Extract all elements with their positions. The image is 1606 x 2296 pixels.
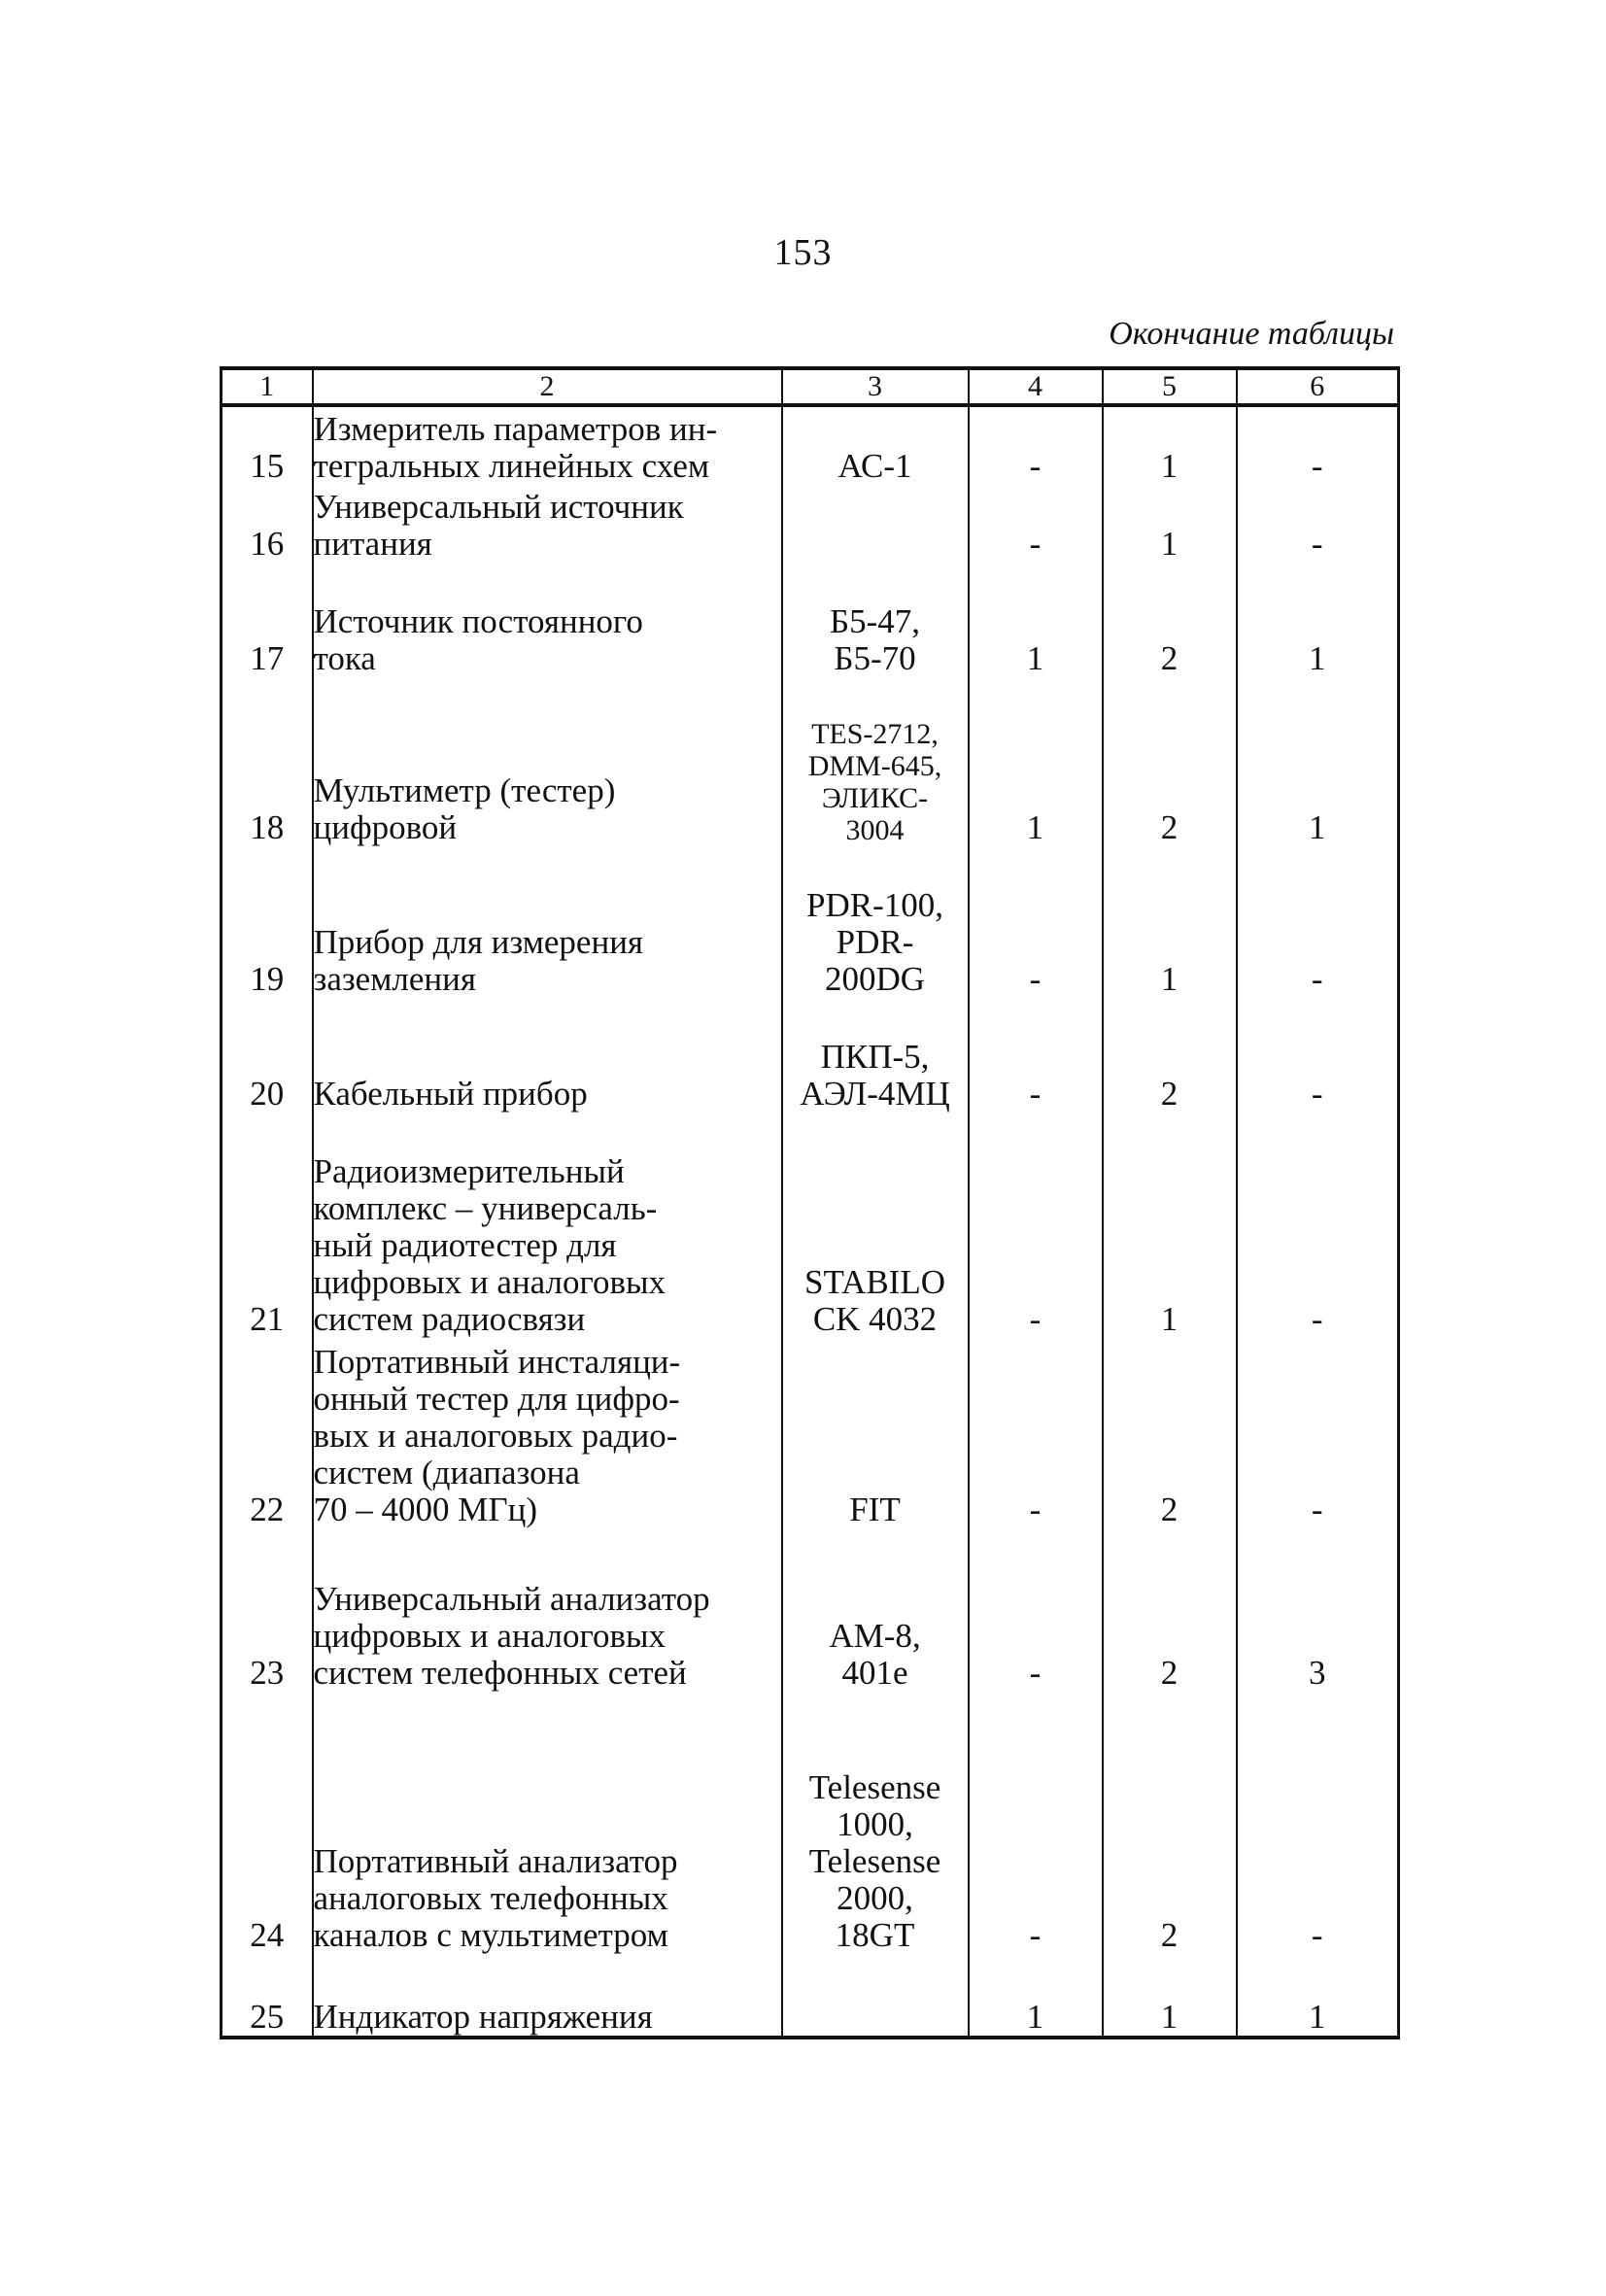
quantity-c6: - — [1237, 998, 1399, 1113]
device-name: Прибор для измерения заземления — [313, 846, 782, 998]
quantity-c5: 2 — [1103, 563, 1237, 677]
device-name: Универсальный анализатор цифровых и аналоговых систем телефонных сетей — [313, 1528, 782, 1692]
table-row — [222, 846, 1399, 998]
device-name: Портативный инсталяци- онный тестер для цифро- вых и аналоговых радио- систем (диапазона 70 – 4000 МГц) — [313, 1338, 782, 1528]
quantity-c4: - — [969, 998, 1103, 1113]
quantity-c5: 1 — [1103, 405, 1237, 485]
quantity-c4: - — [969, 1338, 1103, 1528]
quantity-c4: 1 — [969, 563, 1103, 677]
quantity-c5: 2 — [1103, 1692, 1237, 1954]
quantity-c6: - — [1237, 1338, 1399, 1528]
device-type: PDR-100, PDR- 200DG — [782, 846, 969, 998]
row-number: 17 — [222, 563, 313, 677]
row-number: 23 — [222, 1528, 313, 1692]
quantity-c5: 1 — [1103, 485, 1237, 563]
equipment-table — [220, 366, 1400, 2039]
table-row — [222, 1692, 1399, 1954]
row-number: 20 — [222, 998, 313, 1113]
quantity-c6: 1 — [1237, 1954, 1399, 2038]
quantity-c6: - — [1237, 485, 1399, 563]
row-number: 22 — [222, 1338, 313, 1528]
quantity-c6: - — [1237, 405, 1399, 485]
device-name: Источник постоянного тока — [313, 563, 782, 677]
device-type: STABILO CK 4032 — [782, 1113, 969, 1338]
device-type: АС-1 — [782, 405, 969, 485]
row-number: 21 — [222, 1113, 313, 1338]
column-header: 4 — [969, 368, 1103, 405]
quantity-c4: - — [969, 485, 1103, 563]
device-type: FIT — [782, 1338, 969, 1528]
quantity-c4: 1 — [969, 677, 1103, 846]
device-name: Кабельный прибор — [313, 998, 782, 1113]
header-row — [222, 368, 1399, 405]
device-type: Telesense 1000, Telesense 2000, 18GT — [782, 1692, 969, 1954]
device-type — [782, 485, 969, 563]
quantity-c5: 1 — [1103, 846, 1237, 998]
quantity-c4: - — [969, 405, 1103, 485]
quantity-c6: - — [1237, 1113, 1399, 1338]
table-row — [222, 1528, 1399, 1692]
quantity-c6: 1 — [1237, 563, 1399, 677]
quantity-c5: 2 — [1103, 1528, 1237, 1692]
table-row — [222, 405, 1399, 485]
column-header: 6 — [1237, 368, 1399, 405]
table-row — [222, 485, 1399, 563]
device-type — [782, 1954, 969, 2038]
row-number: 16 — [222, 485, 313, 563]
row-number: 18 — [222, 677, 313, 846]
row-number: 25 — [222, 1954, 313, 2038]
quantity-c4: - — [969, 1528, 1103, 1692]
device-type: АМ-8, 401е — [782, 1528, 969, 1692]
device-type: Б5-47, Б5-70 — [782, 563, 969, 677]
column-header: 2 — [313, 368, 782, 405]
quantity-c5: 2 — [1103, 998, 1237, 1113]
quantity-c6: 1 — [1237, 677, 1399, 846]
quantity-c4: 1 — [969, 1954, 1103, 2038]
table-caption: Окончание таблицы — [1109, 316, 1394, 352]
quantity-c6: 3 — [1237, 1528, 1399, 1692]
table-row — [222, 563, 1399, 677]
page-number: 153 — [773, 232, 833, 273]
quantity-c6: - — [1237, 1692, 1399, 1954]
table-row — [222, 1954, 1399, 2038]
row-number: 19 — [222, 846, 313, 998]
quantity-c5: 1 — [1103, 1113, 1237, 1338]
device-type: ПКП-5, АЭЛ-4МЦ — [782, 998, 969, 1113]
quantity-c4: - — [969, 846, 1103, 998]
device-name: Радиоизмерительный комплекс – универсаль- ный радиотестер для цифровых и аналоговых систем радиосвязи — [313, 1113, 782, 1338]
table-row — [222, 998, 1399, 1113]
quantity-c4: - — [969, 1113, 1103, 1338]
column-header: 3 — [782, 368, 969, 405]
quantity-c5: 1 — [1103, 1954, 1237, 2038]
column-header: 5 — [1103, 368, 1237, 405]
device-type: TES-2712, DMM-645, ЭЛИКС- 3004 — [782, 677, 969, 846]
device-name: Измеритель параметров ин- тегральных линейных схем — [313, 405, 782, 485]
device-name: Индикатор напряжения — [313, 1954, 782, 2038]
device-name: Мультиметр (тестер) цифровой — [313, 677, 782, 846]
quantity-c4: - — [969, 1692, 1103, 1954]
device-name: Портативный анализатор аналоговых телефонных каналов с мультиметром — [313, 1692, 782, 1954]
row-number: 24 — [222, 1692, 313, 1954]
quantity-c5: 2 — [1103, 1338, 1237, 1528]
table-row — [222, 1338, 1399, 1528]
quantity-c6: - — [1237, 846, 1399, 998]
device-name: Универсальный источник питания — [313, 485, 782, 563]
table-row — [222, 1113, 1399, 1338]
quantity-c5: 2 — [1103, 677, 1237, 846]
table-row — [222, 677, 1399, 846]
row-number: 15 — [222, 405, 313, 485]
column-header: 1 — [222, 368, 313, 405]
